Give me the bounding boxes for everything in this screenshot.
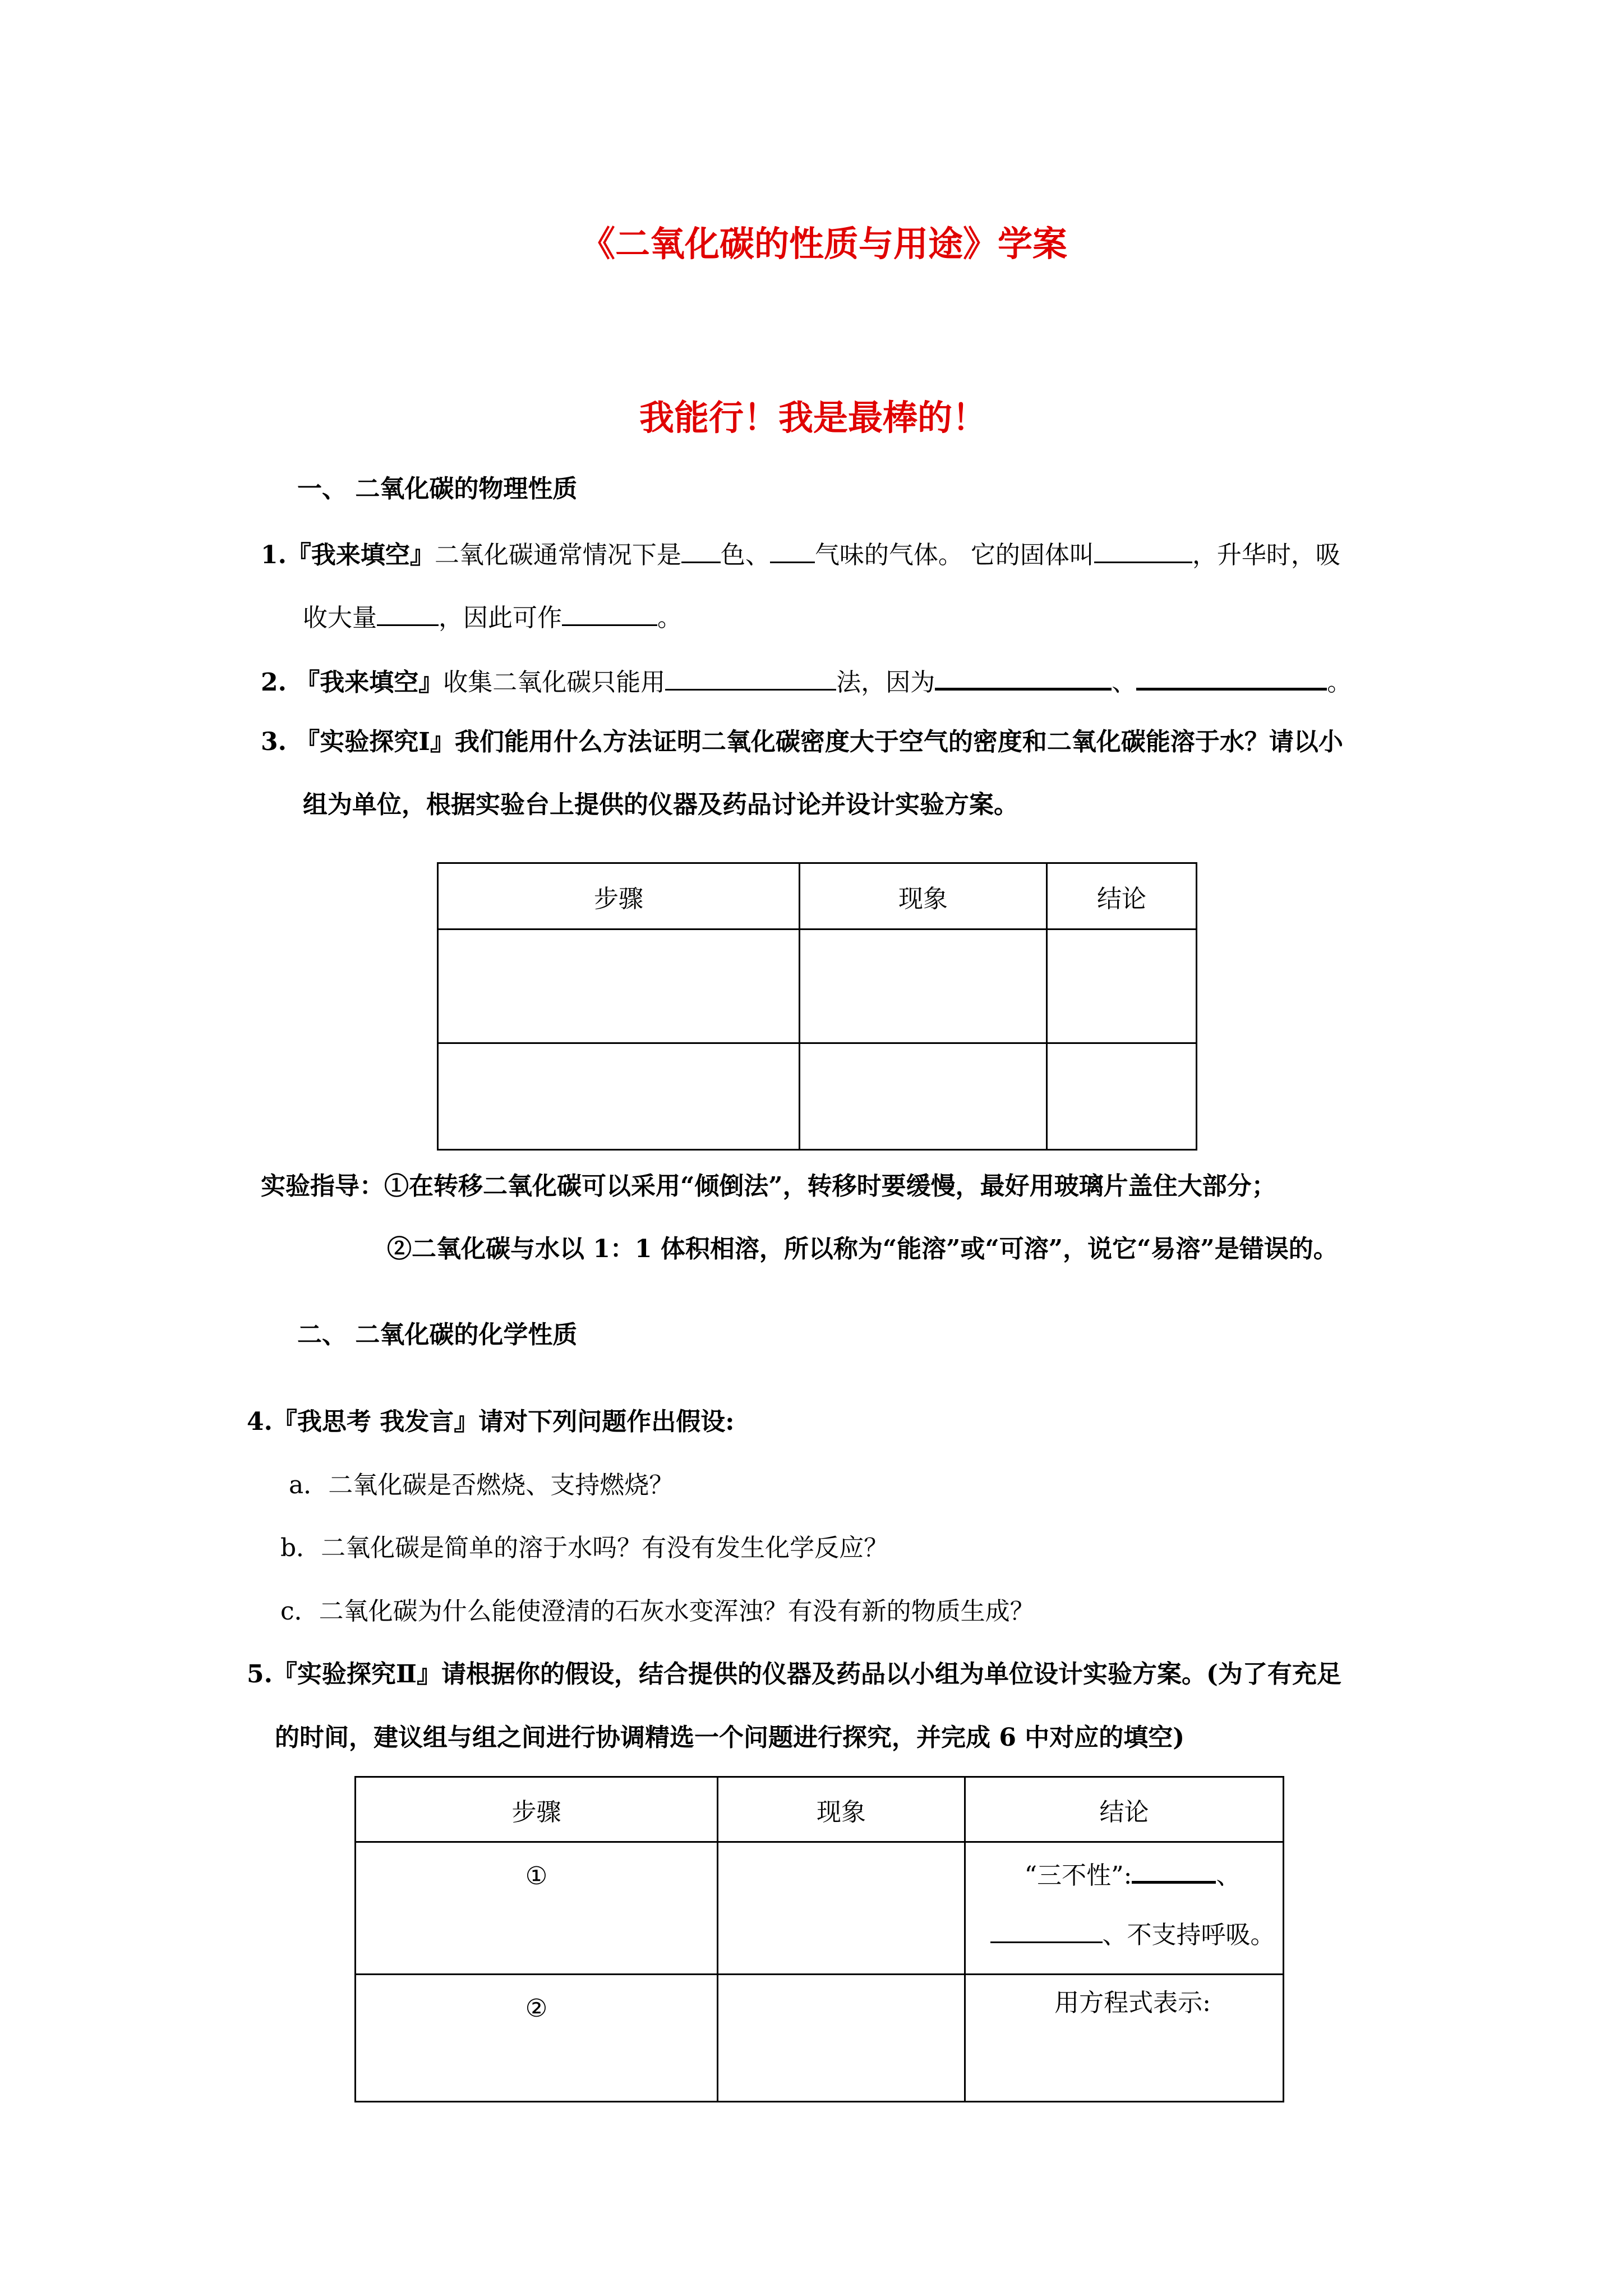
table-1-cell[interactable] <box>800 1043 1047 1150</box>
experiment-guide-line-2: ②二氧化碳与水以 1：1 体积相溶，所以称为“能溶”或“可溶”，说它“易溶”是错误的。 <box>387 1235 1338 1263</box>
experiment-table-2 <box>354 1776 1284 2102</box>
question-1-line-1: 1.『我来填空』二氧化碳通常情况下是 色、 气味的气体。 它的固体叫 ，升华时，吸 <box>261 536 1340 572</box>
table-2-conclusion-1: “三不性”: 、 、不支持呼吸。 <box>965 1842 1284 1975</box>
table-1-cell[interactable] <box>438 1043 800 1150</box>
table-2-header-phenomenon: 现象 <box>718 1777 965 1842</box>
table-1-cell[interactable] <box>438 930 800 1043</box>
table-2-step-2[interactable]: ② <box>356 1975 718 2102</box>
table-1-header-conclusion: 结论 <box>1047 863 1197 930</box>
blank-odor[interactable] <box>770 536 815 563</box>
question-1-tag: 1.『我来填空』 <box>261 541 435 569</box>
table-2-conclusion-2: 用方程式表示: <box>965 1975 1284 2102</box>
experiment-table-1 <box>437 862 1197 1151</box>
blank-property-1[interactable] <box>1132 1855 1216 1884</box>
blank-absorb[interactable] <box>377 599 439 626</box>
blank-reason-2[interactable] <box>1136 662 1327 691</box>
question-1-line-2: 收大量 ，因此可作 。 <box>303 599 682 635</box>
table-1-header-phenomenon: 现象 <box>800 863 1047 930</box>
question-2: 2. 『我来填空』收集二氧化碳只能用 法，因为 、 。 <box>261 662 1352 700</box>
table-1-header-step: 步骤 <box>438 863 800 930</box>
table-2-header-step: 步骤 <box>356 1777 718 1842</box>
question-4-item-b: b．二氧化碳是简单的溶于水吗？有没有发生化学反应？ <box>280 1534 889 1562</box>
section-heading-chemical: 二、 二氧化碳的化学性质 <box>297 1320 578 1349</box>
blank-color[interactable] <box>681 536 721 563</box>
experiment-guide-line-1: 实验指导：①在转移二氧化碳可以采用“倾倒法”，转移时要缓慢，最好用玻璃片盖住大部分； <box>261 1172 1276 1200</box>
blank-use[interactable] <box>562 599 657 626</box>
question-4-item-c: c．二氧化碳为什么能使澄清的石灰水变浑浊？有没有新的物质生成？ <box>280 1597 1035 1626</box>
question-2-tag: 2. 『我来填空』 <box>261 668 444 697</box>
blank-solid-name[interactable] <box>1094 536 1192 563</box>
table-2-step-1[interactable]: ① <box>356 1842 718 1975</box>
table-1-cell[interactable] <box>800 930 1047 1043</box>
document-title: 《二氧化碳的性质与用途》学案 <box>580 223 1068 264</box>
table-1-cell[interactable] <box>1047 930 1197 1043</box>
question-4-item-a: a．二氧化碳是否燃烧、支持燃烧？ <box>289 1471 674 1499</box>
question-5-line-1: 5.『实验探究Ⅱ』请根据你的假设，结合提供的仪器及药品以小组为单位设计实验方案。(为了有充足 <box>247 1660 1341 1688</box>
table-2-cell[interactable] <box>718 1975 965 2102</box>
section-heading-physical: 一、 二氧化碳的物理性质 <box>297 475 578 503</box>
table-2-cell[interactable] <box>718 1842 965 1975</box>
blank-collect-method[interactable] <box>665 663 836 691</box>
table-2-header-conclusion: 结论 <box>965 1777 1284 1842</box>
question-4-heading: 4.『我思考 我发言』请对下列问题作出假设: <box>247 1407 735 1436</box>
motto: 我能行！我是最棒的！ <box>639 397 988 438</box>
question-3-line-1: 3. 『实验探究Ⅰ』我们能用什么方法证明二氧化碳密度大于空气的密度和二氧化碳能溶于水？请以小 <box>261 728 1343 756</box>
blank-reason-1[interactable] <box>935 662 1112 691</box>
question-3-line-2: 组为单位，根据实验台上提供的仪器及药品讨论并设计实验方案。 <box>303 790 1018 819</box>
table-1-cell[interactable] <box>1047 1043 1197 1150</box>
question-5-line-2: 的时间，建议组与组之间进行协调精选一个问题进行探究，并完成 6 中对应的填空) <box>275 1723 1185 1752</box>
blank-property-2[interactable] <box>990 1916 1103 1943</box>
